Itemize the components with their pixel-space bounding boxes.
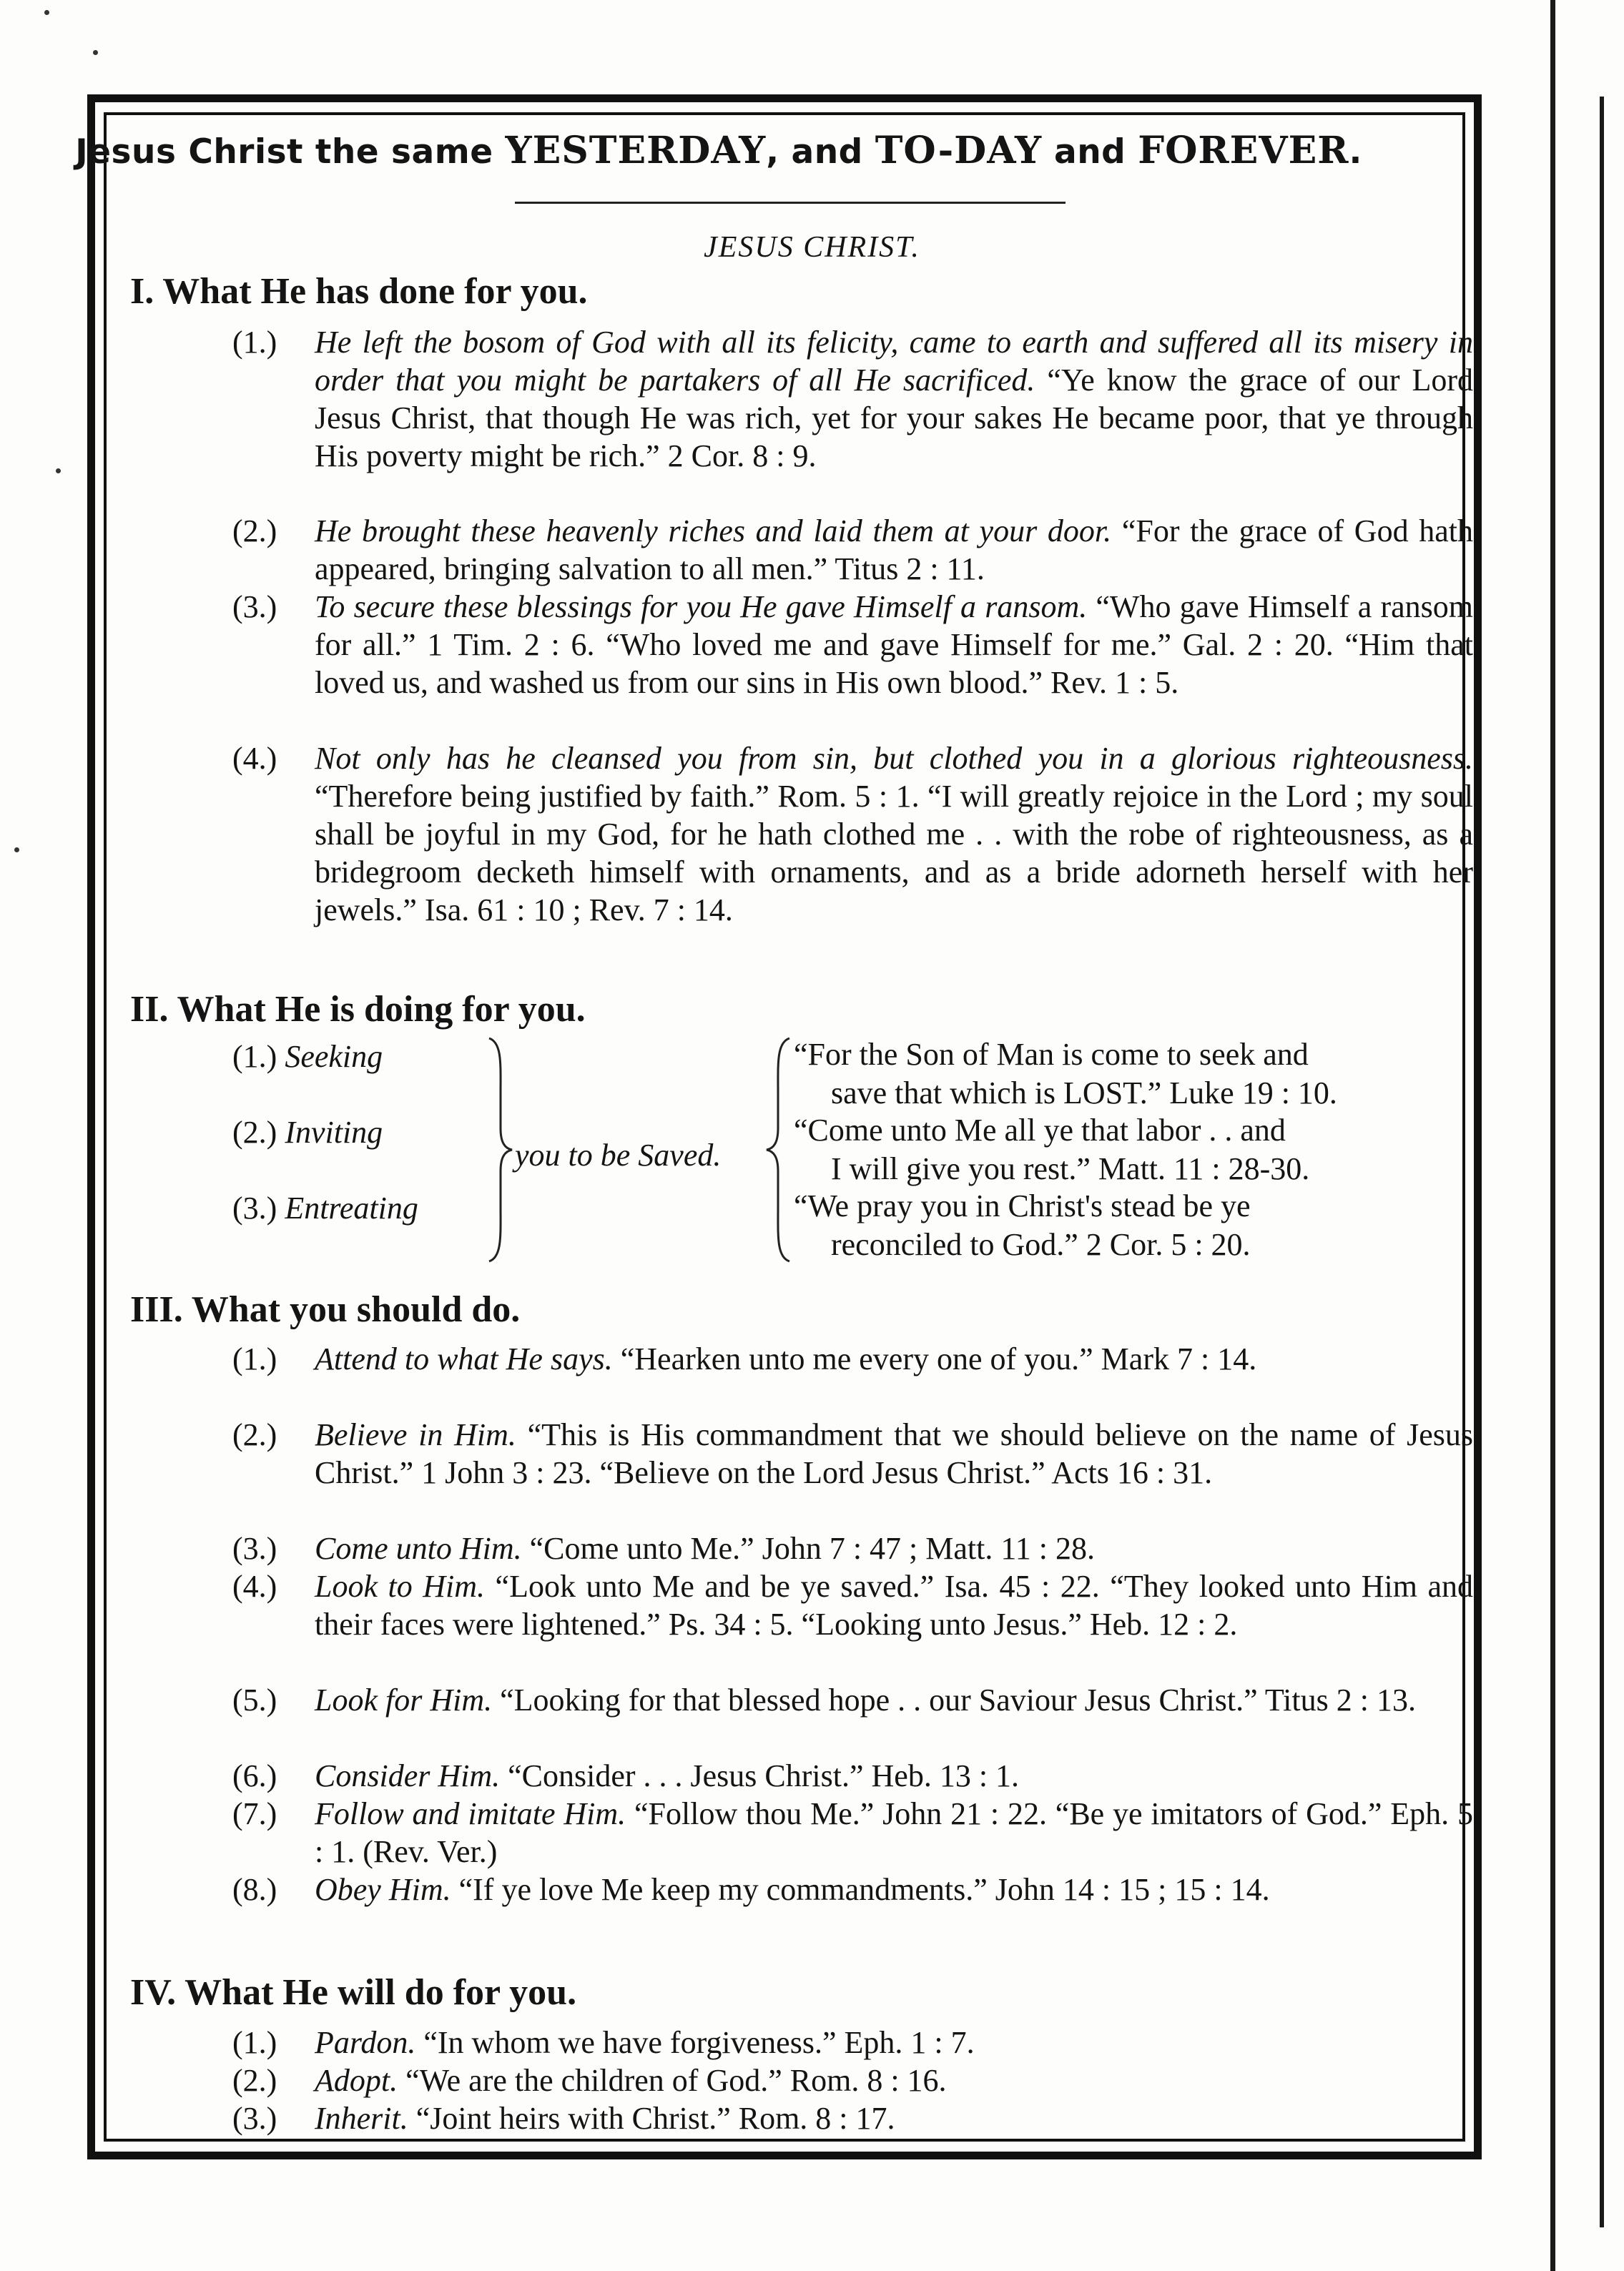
item-text: “Joint heirs with Christ.” Rom. 8 : 17.	[408, 2101, 895, 2136]
item-number: (3.)	[232, 589, 277, 624]
item-text: “Look unto Me and be ye saved.” Isa. 45 : 22. “They looked unto Him and their faces were lightened.” Ps. 34 : 5. “Looking unto Jesus.” Heb. 12 : 2.	[315, 1569, 1474, 1642]
item-number: (7.)	[232, 1796, 277, 1831]
s2-quote-2	[794, 1111, 1459, 1188]
item-text: “This is His commandment that we should believe on the name of Jesus Christ.” 1 John 3 : 23. “Believe on the Lord Jesus Christ.” Acts 16 : 31.	[315, 1417, 1473, 1490]
item-lead: Look to Him.	[315, 1569, 486, 1604]
item-lead: Pardon.	[315, 2025, 416, 2060]
item-text: “Come unto Me.” John 7 : 47 ; Matt. 11 : 28.	[521, 1531, 1095, 1566]
section-4-title: IV. What He will do for you.	[130, 1972, 577, 2013]
item-number: (3.)	[232, 1531, 277, 1566]
quote-line: reconciled to God.” 2 Cor. 5 : 20.	[831, 1227, 1251, 1262]
item-lead: Come unto Him.	[315, 1531, 522, 1566]
heading-text: , and	[766, 132, 875, 172]
s2-verb-3	[232, 1190, 418, 1226]
s2-quote-3	[794, 1187, 1459, 1264]
heading-divider	[515, 202, 1066, 204]
heading-text: .	[1349, 132, 1362, 172]
right-brace-icon	[486, 1035, 515, 1264]
item-lead: He left the bosom of God with all its felicity, came to earth and suffered all its misery in order that you might be partakers of all He sacrificed.	[315, 325, 1473, 398]
page-edge-rule	[1550, 0, 1555, 2271]
item-text: “Looking for that blessed hope . . our Saviour Jesus Christ.” Titus 2 : 13.	[492, 1683, 1416, 1718]
heading-yesterday: YESTERDAY	[505, 129, 767, 172]
section-1-title: I. What He has done for you.	[130, 271, 588, 312]
section-3-title: III. What you should do.	[130, 1289, 521, 1330]
item-number: (8.)	[232, 1872, 277, 1907]
scan-speck	[14, 847, 19, 852]
item-lead: Obey Him.	[315, 1872, 451, 1907]
s2-quote-1	[794, 1035, 1459, 1113]
item-number: (2.)	[232, 1417, 277, 1452]
scan-speck	[93, 50, 98, 55]
adjacent-page-rule	[1600, 97, 1604, 2227]
verb-inviting: Inviting	[285, 1115, 383, 1150]
item-number: (3.)	[232, 1191, 277, 1226]
quote-line: “Come unto Me all ye that labor . . and	[794, 1113, 1286, 1148]
s2-verb-2	[232, 1114, 383, 1151]
item-number: (3.)	[232, 2101, 277, 2136]
item-lead: He brought these heavenly riches and laid them at your door.	[315, 513, 1112, 548]
item-text: “Who gave Himself a ransom for all.” 1 Tim. 2 : 6. “Who loved me and gave Himself for me.” Gal. 2 : 20. “Him that loved us, and washed us from our sins in His own blood.” Rev. 1 : 5.	[315, 589, 1473, 700]
item-number: (1.)	[232, 1341, 277, 1376]
quote-line: “We pray you in Christ's stead be ye	[794, 1188, 1251, 1223]
scan-speck	[44, 10, 49, 15]
item-lead: Consider Him.	[315, 1758, 501, 1793]
item-number: (2.)	[232, 2063, 277, 2098]
heading-text: Jesus Christ the same	[75, 132, 506, 172]
scan-speck	[56, 468, 61, 473]
item-number: (4.)	[232, 1569, 277, 1604]
heading-today: TO-DAY	[875, 129, 1043, 172]
item-text: “Ye know the grace of our Lord Jesus Christ, that though He was rich, yet for your sakes He became poor, that ye through His poverty might be rich.” 2 Cor. 8 : 9.	[315, 363, 1473, 473]
item-text: “We are the children of God.” Rom. 8 : 16.	[398, 2063, 947, 2098]
heading-forever: FOREVER	[1138, 129, 1349, 172]
item-number: (6.)	[232, 1758, 277, 1793]
middle-phrase: you to be Saved.	[515, 1138, 722, 1173]
item-number: (1.)	[232, 2025, 277, 2060]
item-text: “Consider . . . Jesus Christ.” Heb. 13 : 1.	[500, 1758, 1020, 1793]
quote-line: I will give you rest.” Matt. 11 : 28-30.	[831, 1151, 1310, 1186]
quote-line: save that which is LOST.” Luke 19 : 10.	[831, 1075, 1337, 1110]
item-text: “In whom we have forgiveness.” Eph. 1 : 7.	[415, 2025, 975, 2060]
item-lead: Follow and imitate Him.	[315, 1796, 626, 1831]
item-number: (1.)	[232, 1039, 277, 1074]
item-lead: Inherit.	[315, 2101, 408, 2136]
item-lead: Look for Him.	[315, 1683, 493, 1718]
left-brace-icon	[764, 1035, 792, 1264]
item-number: (2.)	[232, 1115, 277, 1150]
verb-entreating: Entreating	[285, 1191, 418, 1226]
heading-text: and	[1042, 132, 1138, 172]
subtitle: JESUS CHRIST.	[704, 231, 920, 264]
item-lead: Attend to what He says.	[315, 1341, 613, 1376]
page-heading	[43, 129, 1394, 172]
item-text: “Hearken unto me every one of you.” Mark 7 : 14.	[612, 1341, 1257, 1376]
item-number: (5.)	[232, 1683, 277, 1718]
item-number: (1.)	[232, 325, 277, 360]
item-text: “Therefore being justified by faith.” Rom. 5 : 1. “I will greatly rejoice in the Lord ; my soul shall be joyful in my God, for he hath clothed me . . with the robe of righteousness, as a bridegroom decketh himself with ornaments, and as a bride adorneth herself with her jewels.” Isa. 61 : 10 ; Rev. 7 : 14.	[315, 779, 1473, 927]
item-lead: Believe in Him.	[315, 1417, 516, 1452]
s2-verb-1	[232, 1038, 383, 1075]
item-number: (4.)	[232, 741, 277, 776]
item-lead: Adopt.	[315, 2063, 398, 2098]
item-text: “If ye love Me keep my commandments.” John 14 : 15 ; 15 : 14.	[451, 1872, 1270, 1907]
item-text: “Follow thou Me.” John 21 : 22. “Be ye imitators of God.” Eph. 5 : 1. (Rev. Ver.)	[315, 1796, 1473, 1869]
section-2-title: II. What He is doing for you.	[130, 989, 586, 1030]
item-number: (2.)	[232, 513, 277, 548]
item-lead: Not only has he cleansed you from sin, but clothed you in a glorious righteousness.	[315, 741, 1473, 776]
item-lead: To secure these blessings for you He gave Himself a ransom.	[315, 589, 1088, 624]
verb-seeking: Seeking	[285, 1039, 383, 1074]
item-text: “For the grace of God hath appeared, bringing salvation to all men.” Titus 2 : 11.	[315, 513, 1474, 586]
quote-line: “For the Son of Man is come to seek and	[794, 1037, 1309, 1072]
